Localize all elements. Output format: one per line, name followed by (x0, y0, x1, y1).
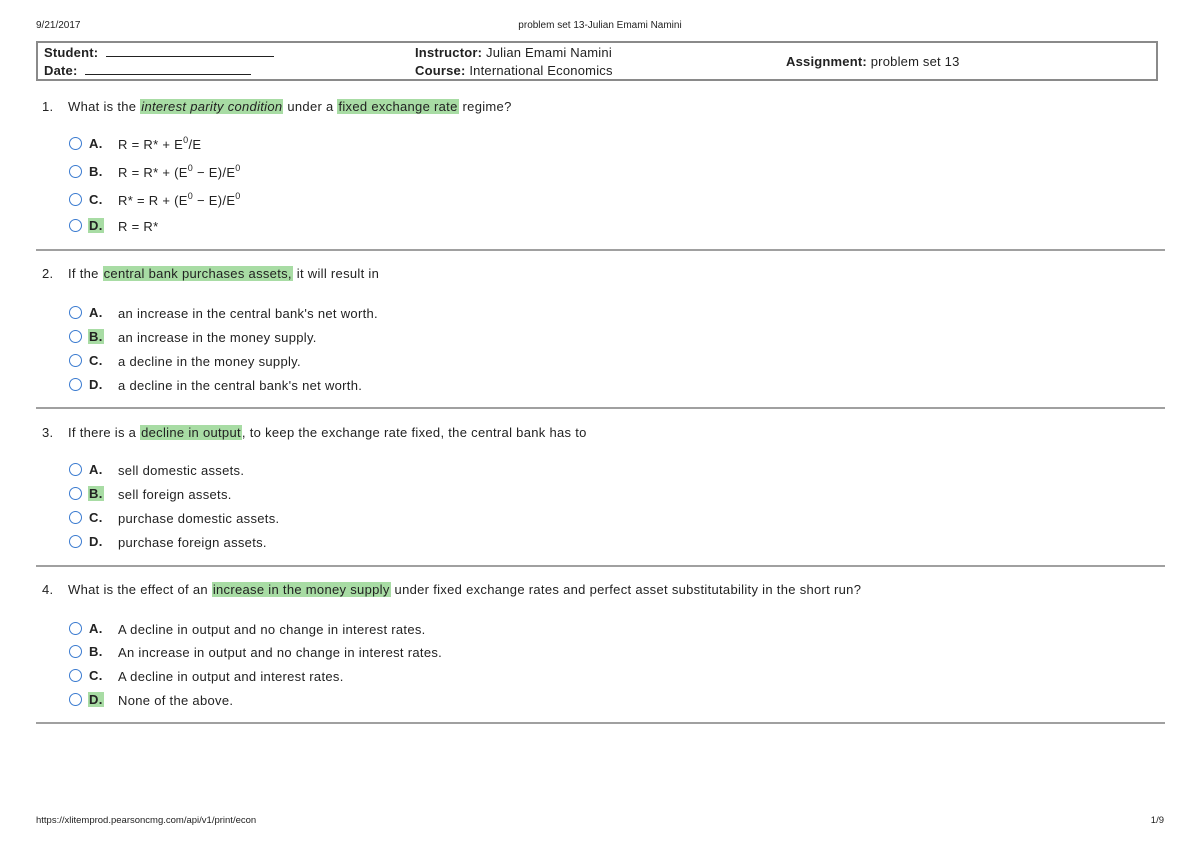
radio-button[interactable] (69, 693, 82, 706)
student-label: Student: (44, 45, 99, 60)
stem-text: , to keep the exchange rate fixed, the central bank has to (241, 425, 587, 440)
option-text: $R = R* + (E^0 - E)/E^0$ (118, 162, 241, 180)
radio-button[interactable] (69, 645, 82, 658)
option-text: purchase foreign assets. (118, 535, 267, 550)
assignment-info-box (36, 41, 1158, 81)
option-text: an increase in the central bank's net worth. (118, 306, 378, 321)
question-number: 4. (42, 582, 54, 597)
option-letter: A. (89, 462, 103, 477)
option-text: sell domestic assets. (118, 463, 245, 478)
divider (36, 249, 1165, 251)
divider (36, 407, 1165, 409)
course-row (415, 63, 613, 79)
option-text: purchase domestic assets. (118, 511, 280, 526)
option-text: sell foreign assets. (118, 487, 232, 502)
date-row (44, 63, 251, 79)
divider (36, 565, 1165, 567)
instructor-row (415, 45, 612, 61)
radio-button[interactable] (69, 306, 82, 319)
print-header (36, 20, 1164, 34)
question-stem (42, 266, 379, 281)
option-text: an increase in the money supply. (118, 330, 317, 345)
option-letter: A. (89, 136, 103, 151)
question-number: 3. (42, 425, 54, 440)
radio-button[interactable] (69, 535, 82, 548)
radio-button[interactable] (69, 463, 82, 476)
radio-button[interactable] (69, 137, 82, 150)
question-number: 1. (42, 99, 54, 114)
date-blank (85, 63, 251, 75)
stem-text: If the (68, 266, 103, 281)
question-stem (42, 99, 512, 114)
course-value: International Economics (469, 63, 613, 78)
radio-button[interactable] (69, 354, 82, 367)
stem-highlight: central bank purchases assets, (103, 266, 292, 281)
option-letter: C. (89, 192, 103, 207)
stem-highlight: fixed exchange rate (338, 99, 458, 114)
question-stem (42, 425, 587, 440)
option-letter: A. (89, 621, 103, 636)
radio-button[interactable] (69, 193, 82, 206)
option-text: R = R* (118, 219, 159, 234)
page-number: 1/9 (1150, 815, 1164, 826)
print-url: https://xlitemprod.pearsoncmg.com/api/v1/print/econ (36, 815, 257, 826)
option-text: An increase in output and no change in interest rates. (118, 645, 443, 660)
course-label: Course: (415, 63, 466, 78)
option-letter: D. (89, 534, 103, 549)
stem-text: What is the effect of an (68, 582, 212, 597)
option-letter: B. (89, 644, 103, 659)
stem-highlight: decline in output (141, 425, 241, 440)
option-text: $R* = R + (E^0 - E)/E^0$ (118, 190, 241, 208)
radio-button[interactable] (69, 165, 82, 178)
option-letter: A. (89, 305, 103, 320)
radio-button[interactable] (69, 487, 82, 500)
stem-highlight: interest parity condition (141, 99, 283, 114)
stem-text: If there is a (68, 425, 141, 440)
radio-button[interactable] (69, 330, 82, 343)
option-letter-highlighted: D. (89, 218, 103, 233)
option-text: A decline in output and no change in interest rates. (118, 622, 426, 637)
radio-button[interactable] (69, 669, 82, 682)
radio-button[interactable] (69, 511, 82, 524)
stem-text: under a (283, 99, 338, 114)
radio-button[interactable] (69, 378, 82, 391)
stem-text: it will result in (292, 266, 380, 281)
question-stem (42, 582, 861, 597)
stem-text: under fixed exchange rates and perfect asset substitutability in the short run? (390, 582, 862, 597)
assignment-row (786, 54, 960, 70)
assignment-label: Assignment: (786, 54, 867, 69)
option-letter: B. (89, 164, 103, 179)
stem-highlight: increase in the money supply (212, 582, 390, 597)
radio-button[interactable] (69, 219, 82, 232)
option-letter-highlighted: B. (89, 486, 103, 501)
option-letter: C. (89, 668, 103, 683)
student-blank (106, 45, 274, 57)
print-title: problem set 13-Julian Emami Namini (518, 20, 682, 31)
option-text: A decline in output and interest rates. (118, 669, 344, 684)
option-text: $R = R* + E^0/E$ (118, 134, 202, 152)
instructor-value: Julian Emami Namini (486, 45, 612, 60)
stem-text: What is the (68, 99, 141, 114)
student-row (44, 45, 274, 61)
assignment-value: problem set 13 (870, 54, 960, 69)
option-letter-highlighted: D. (89, 692, 103, 707)
option-letter: C. (89, 510, 103, 525)
option-text: a decline in the money supply. (118, 354, 301, 369)
instructor-label: Instructor: (415, 45, 483, 60)
stem-text: regime? (458, 99, 512, 114)
question-number: 2. (42, 266, 54, 281)
radio-button[interactable] (69, 622, 82, 635)
divider (36, 722, 1165, 724)
date-label: Date: (44, 63, 78, 78)
option-letter: C. (89, 353, 103, 368)
option-letter-highlighted: B. (89, 329, 103, 344)
option-text: a decline in the central bank's net worth. (118, 378, 363, 393)
option-text: None of the above. (118, 693, 234, 708)
print-date: 9/21/2017 (36, 20, 81, 31)
option-letter: D. (89, 377, 103, 392)
